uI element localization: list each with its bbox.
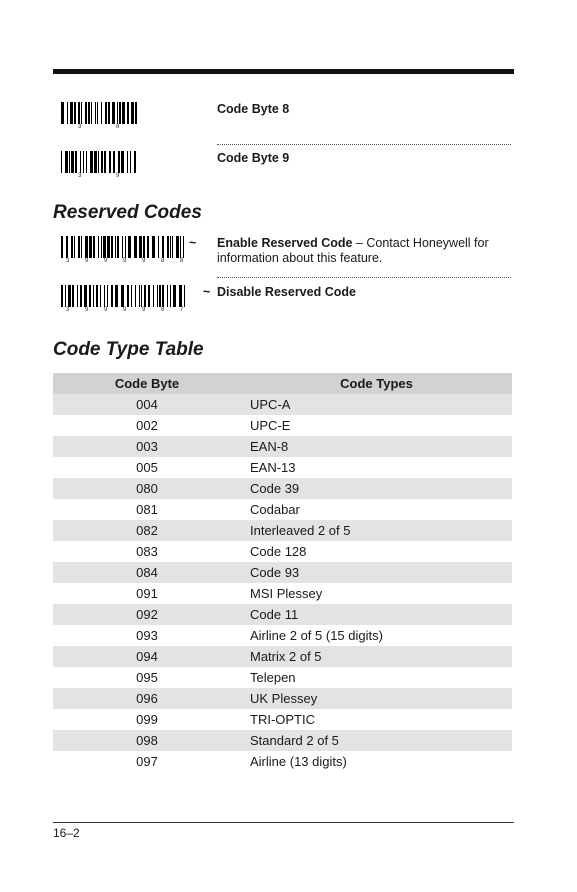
barcode-digit: 3 — [66, 258, 70, 264]
barcode-bar — [81, 102, 82, 124]
barcode-bar — [71, 236, 73, 258]
barcode-bar — [68, 285, 71, 307]
barcode-bar — [170, 236, 171, 258]
barcode-bar — [88, 102, 90, 124]
barcode-bar — [81, 236, 82, 258]
barcode-bar — [67, 102, 68, 124]
table-row — [53, 604, 512, 625]
barcode-bar — [139, 236, 142, 258]
barcode-bar — [118, 151, 120, 173]
table-row — [53, 583, 512, 604]
barcode-bar — [84, 285, 87, 307]
barcode-bar — [167, 285, 168, 307]
barcode-bar — [162, 285, 164, 307]
code-type-cell: Matrix 2 of 5 — [241, 646, 512, 667]
table-row — [53, 730, 512, 751]
code-type-cell: Standard 2 of 5 — [241, 730, 512, 751]
code-byte-cell: 097 — [136, 754, 158, 769]
code-type-cell: Code 11 — [241, 604, 512, 625]
barcode-bar — [104, 285, 105, 307]
code-type-cell: Code 93 — [241, 562, 512, 583]
barcode-bar — [101, 102, 102, 124]
table-row — [53, 457, 512, 478]
code-byte-cell: 084 — [53, 562, 241, 583]
barcode-bar — [122, 236, 123, 258]
barcode-bar — [121, 285, 124, 307]
barcode-bar — [78, 102, 80, 124]
column-header-code-byte: Code Byte — [53, 373, 241, 394]
enable-reserved-code-desc: – Contact Honeywell for information about this feature. — [217, 236, 489, 265]
page-number: 16–2 — [53, 826, 80, 840]
barcode-bar — [115, 285, 118, 307]
barcode-bar — [74, 236, 75, 258]
barcode-digits: 3 — [78, 124, 82, 130]
barcode-bar — [159, 285, 161, 307]
code-type-cell: Codabar — [250, 502, 300, 517]
barcode-bar — [180, 236, 181, 258]
barcode-bar — [111, 285, 113, 307]
code-byte-cell: 092 — [53, 604, 241, 625]
table-row — [53, 625, 512, 646]
barcode-bar — [139, 285, 140, 307]
barcode-bar — [89, 236, 92, 258]
barcode-digits-enable — [66, 258, 184, 266]
code-byte-cell: 095 — [136, 670, 158, 685]
code-type-cell: Airline (13 digits) — [250, 754, 347, 769]
code-type-cell: Interleaved 2 of 5 — [241, 520, 512, 541]
barcode-bar — [85, 236, 88, 258]
barcode-digit: 8 — [161, 307, 165, 313]
enable-reserved-code-label: Enable Reserved Code — [217, 236, 353, 250]
barcode-bar — [141, 285, 142, 307]
barcode-bar — [162, 236, 164, 258]
barcode-bar — [80, 285, 82, 307]
barcode-bar — [70, 102, 73, 124]
barcode-code-byte-8 — [61, 102, 139, 124]
barcode-bar — [183, 236, 184, 258]
barcode-bar — [101, 236, 102, 258]
barcode-bar — [122, 102, 125, 124]
barcode-bar — [86, 151, 87, 173]
code-type-cell: UPC-E — [250, 418, 291, 433]
barcode-bar — [105, 102, 107, 124]
barcode-bar — [158, 236, 159, 258]
barcode-bar — [94, 151, 97, 173]
barcode-bar — [147, 236, 149, 258]
code-byte-cell: 099 — [136, 712, 158, 727]
table-row — [53, 667, 512, 688]
code-type-table — [53, 373, 512, 772]
code-byte-cell: 005 — [136, 460, 158, 475]
code-byte-cell: 096 — [53, 688, 241, 709]
barcode-bar — [173, 285, 176, 307]
table-row — [53, 520, 512, 541]
barcode-bar — [104, 151, 106, 173]
barcode-digits: 9 — [116, 173, 120, 179]
barcode-bar — [80, 151, 81, 173]
barcode-digit: 9 — [123, 307, 127, 313]
barcode-bar — [119, 102, 121, 124]
barcode-bar — [61, 151, 62, 173]
barcode-bar — [170, 285, 171, 307]
barcode-bar — [98, 151, 99, 173]
barcode-bar — [78, 236, 80, 258]
table-row — [53, 646, 512, 667]
table-row — [53, 436, 512, 457]
barcode-bar — [83, 151, 84, 173]
barcode-bar — [125, 236, 126, 258]
barcode-digits-disable — [66, 307, 184, 315]
barcode-digit: 3 — [66, 307, 70, 313]
barcode-bar — [66, 236, 68, 258]
barcode-bar — [115, 236, 116, 258]
barcode-bar — [74, 102, 76, 124]
barcode-bar — [107, 236, 110, 258]
code-type-cell: UK Plessey — [241, 688, 512, 709]
barcode-digits: 3 — [78, 173, 82, 179]
barcode-disable-reserved — [61, 285, 185, 307]
barcode-digit: 7 — [180, 307, 184, 313]
footer-rule — [53, 822, 514, 823]
barcode-bar — [107, 285, 108, 307]
disable-reserved-code-label: Disable Reserved Code — [217, 285, 356, 299]
barcode-digit: 8 — [180, 258, 184, 264]
barcode-bar — [75, 151, 77, 173]
barcode-bar — [128, 236, 131, 258]
barcode-bar — [97, 102, 98, 124]
barcode-bar — [71, 151, 74, 173]
table-row — [53, 751, 512, 772]
barcode-digit: 8 — [161, 258, 165, 264]
barcode-bar — [100, 285, 101, 307]
table-row — [53, 394, 512, 415]
barcode-bar — [130, 151, 131, 173]
code-type-cell: Code 128 — [250, 544, 307, 559]
code-byte-cell: 083 — [136, 544, 158, 559]
barcode-digits: 8 — [116, 124, 120, 130]
column-header-code-types: Code Types — [241, 373, 512, 394]
barcode-bar — [101, 151, 103, 173]
barcode-bar — [121, 151, 124, 173]
code-byte-cell: 080 — [53, 478, 241, 499]
barcode-bar — [111, 236, 113, 258]
barcode-bar — [90, 151, 93, 173]
table-row — [53, 415, 512, 436]
table-row — [53, 478, 512, 499]
barcode-bar — [117, 102, 118, 124]
code-byte-cell: 003 — [53, 436, 241, 457]
barcode-bar — [153, 285, 154, 307]
barcode-bar — [61, 285, 63, 307]
code-byte-cell: 082 — [53, 520, 241, 541]
barcode-bar — [77, 285, 78, 307]
barcode-bar — [172, 236, 173, 258]
code-type-cell: EAN-8 — [241, 436, 512, 457]
barcode-code-byte-9 — [61, 151, 139, 173]
barcode-bar — [109, 151, 111, 173]
barcode-bar — [179, 285, 182, 307]
barcode-bar — [112, 102, 115, 124]
code-type-cell: EAN-13 — [250, 460, 296, 475]
barcode-bar — [157, 285, 158, 307]
barcode-bar — [72, 285, 74, 307]
barcode-digit: 9 — [142, 307, 146, 313]
barcode-bar — [61, 102, 64, 124]
barcode-bar — [65, 151, 68, 173]
barcode-bar — [134, 151, 136, 173]
barcode-bar — [148, 285, 150, 307]
barcode-bar — [127, 102, 129, 124]
barcode-bar — [127, 151, 128, 173]
table-row — [53, 562, 512, 583]
barcode-bar — [113, 151, 115, 173]
code-byte-8-label: Code Byte 8 — [217, 102, 290, 116]
barcode-bar — [152, 236, 155, 258]
separator — [217, 277, 511, 278]
barcode-digit: 9 — [104, 258, 108, 264]
barcode-bar — [131, 285, 132, 307]
barcode-bar — [134, 236, 137, 258]
barcode-bar — [69, 151, 70, 173]
barcode-bar — [135, 102, 137, 124]
code-byte-cell: 093 — [136, 628, 158, 643]
barcode-enable-reserved — [61, 236, 185, 258]
table-row — [53, 541, 512, 562]
barcode-digit: 9 — [85, 258, 89, 264]
header-rule — [53, 69, 514, 74]
barcode-digit: 9 — [123, 258, 127, 264]
code-type-cell: MSI Plessey — [250, 586, 323, 601]
code-byte-cell: 081 — [136, 502, 158, 517]
barcode-bar — [167, 236, 169, 258]
code-byte-cell: 002 — [136, 418, 158, 433]
barcode-bar — [117, 236, 119, 258]
code-byte-cell: 094 — [53, 646, 241, 667]
barcode-bar — [103, 236, 106, 258]
barcode-bar — [143, 236, 145, 258]
enable-reserved-code-text — [189, 236, 527, 266]
table-header-row — [53, 373, 512, 394]
barcode-bar — [98, 236, 99, 258]
barcode-bar — [95, 102, 96, 124]
barcode-bar — [61, 236, 63, 258]
barcode-bar — [93, 285, 94, 307]
barcode-bar — [85, 102, 87, 124]
barcode-bar — [65, 285, 66, 307]
code-type-cell: Airline 2 of 5 (15 digits) — [250, 628, 383, 643]
barcode-bar — [127, 285, 129, 307]
code-type-cell: Telepen — [250, 670, 296, 685]
reserved-codes-title: Reserved Codes — [53, 202, 202, 223]
table-row — [53, 499, 512, 520]
barcode-bar — [108, 102, 110, 124]
code-type-cell: Code 39 — [241, 478, 512, 499]
barcode-bar — [176, 236, 179, 258]
barcode-digit: 9 — [104, 307, 108, 313]
code-byte-cell: 091 — [136, 586, 158, 601]
barcode-bar — [96, 285, 98, 307]
barcode-bar — [91, 102, 92, 124]
barcode-bar — [93, 236, 95, 258]
table-row — [53, 709, 512, 730]
barcode-bar — [131, 102, 134, 124]
code-type-cell: UPC-A — [241, 394, 512, 415]
barcode-bar — [89, 285, 91, 307]
barcode-bar — [144, 285, 146, 307]
code-byte-cell: 098 — [53, 730, 241, 751]
code-byte-cell: 004 — [53, 394, 241, 415]
barcode-digit: 9 — [85, 307, 89, 313]
barcode-bar — [135, 285, 136, 307]
code-byte-9-label: Code Byte 9 — [217, 151, 290, 165]
barcode-digit: 9 — [142, 258, 146, 264]
code-type-cell: TRI-OPTIC — [250, 712, 315, 727]
disable-reserved-code-text — [203, 285, 356, 300]
tilde-marker: ~ — [203, 285, 211, 299]
code-type-table-title: Code Type Table — [53, 339, 204, 360]
barcode-bar — [184, 285, 185, 307]
table-row — [53, 688, 512, 709]
separator — [217, 144, 511, 145]
tilde-marker: ~ — [189, 236, 197, 250]
